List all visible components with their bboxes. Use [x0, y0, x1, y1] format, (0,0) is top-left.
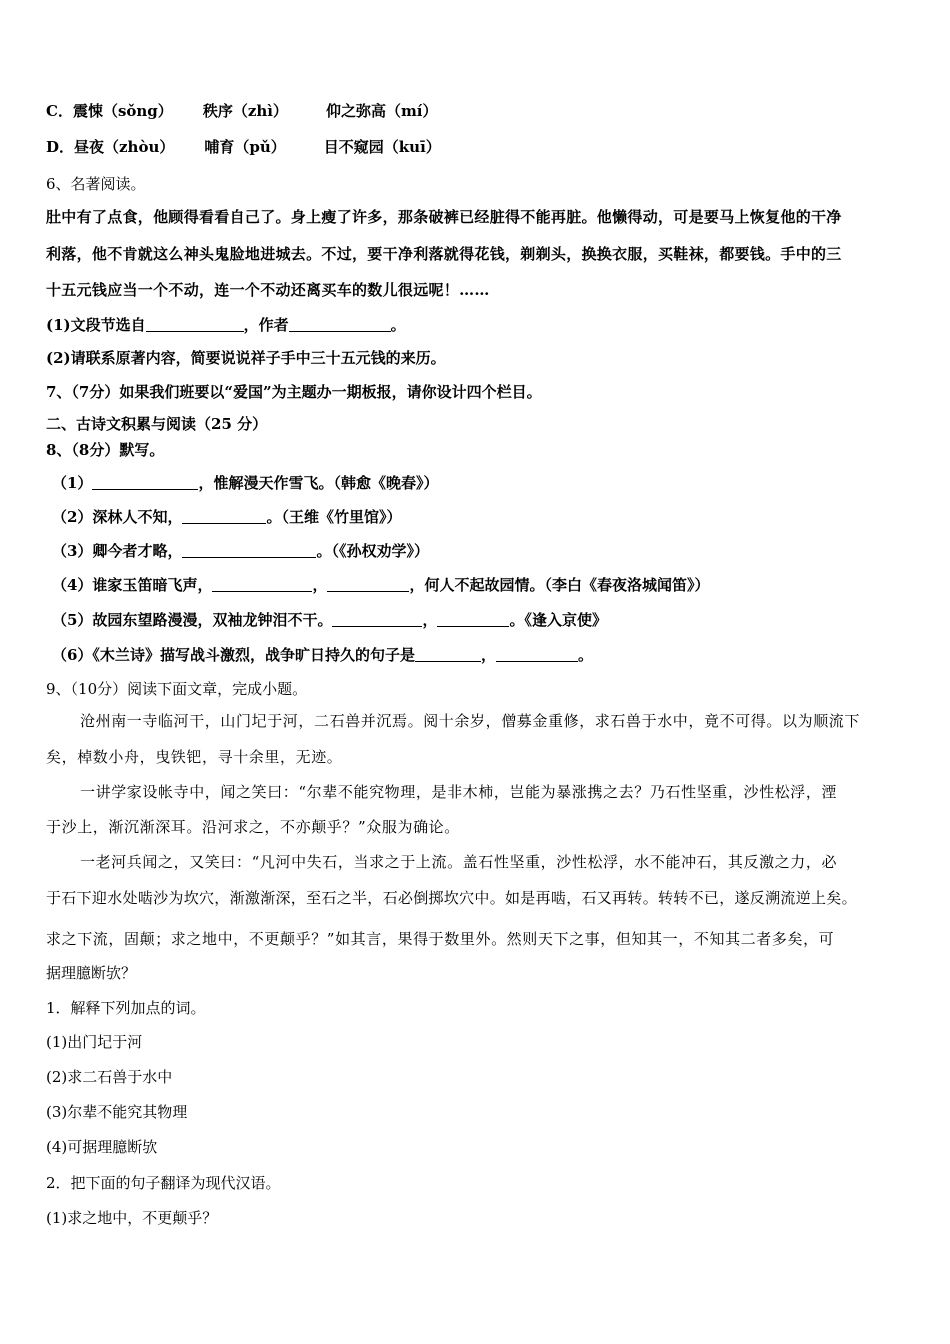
q6-passage-line-3: 十五元钱应当一个不动，连一个不动还离买车的数儿很远呢！…… — [46, 281, 490, 299]
option-d-label: D． — [46, 138, 75, 156]
q8-blank-3[interactable] — [182, 543, 316, 558]
q6-sub1-blank-author[interactable] — [289, 317, 391, 332]
q9-s1-title: 1．解释下列加点的词。 — [46, 999, 206, 1017]
q8-line-6 — [52, 645, 910, 665]
option-c-item-3: 仰之弥高（mí） — [325, 102, 438, 120]
q9-p3-line-1: 一老河兵闻之，又笑曰：“凡河中失石，当求之于上流。盖石性坚重，沙性松浮，水不能冲石，其反激之力，必 — [80, 853, 838, 871]
q8-line-5-a: （5）故园东望路漫漫，双袖龙钟泪不干。 — [52, 611, 333, 629]
option-c-item-2: 秩序（zhì） — [202, 102, 288, 120]
option-d-item-2: 哺育（pǔ） — [204, 138, 286, 156]
q9-p3-line-3: 求之下流，固颠；求之地中，不更颠乎？”如其言，果得于数里外。然则天下之事，但知其一，不知其二者多矣，可 — [46, 930, 835, 948]
q8-blank-2[interactable] — [182, 509, 266, 524]
q8-line-3-a: （3）卿今者才略， — [52, 542, 183, 560]
q9-p2-line-1: 一讲学家设帐寺中，闻之笑曰：“尔辈不能究物理，是非木柿，岂能为暴涨携之去？乃石性坚重，沙性松浮，湮 — [80, 783, 838, 801]
option-c — [46, 101, 910, 121]
q8-blank-4a[interactable] — [212, 577, 312, 592]
q8-blank-1[interactable] — [92, 475, 198, 490]
q6-passage-line-2: 利落，他不肯就这么神头鬼脸地进城去。不过，要干净利落就得花钱，剃剃头，换换衣服，买鞋袜，都要钱。手中的三 — [46, 245, 842, 263]
option-d-item-1: 昼夜（zhòu） — [74, 138, 175, 156]
q9-p3-line-4: 据理臆断欤？ — [46, 964, 137, 982]
q9-p3-line-2: 于石下迎水处啮沙为坎穴，渐激渐深，至石之半，石必倒掷坎穴中。如是再啮，石又再转。转转不已，遂反溯流逆上矣。 — [46, 889, 857, 907]
q9-p1-line-1: 沧州南一寺临河干，山门圮于河，二石兽并沉焉。阅十余岁，僧募金重修，求石兽于水中，竟不可得。以为顺流下 — [80, 712, 861, 730]
q6-sub1-text-b: ，作者 — [243, 316, 289, 334]
q9-s2-item-1: (1)求之地中，不更颠乎？ — [46, 1209, 218, 1227]
q9-p2-line-2: 于沙上，渐沉渐深耳。沿河求之，不亦颠乎？”众服为确论。 — [46, 818, 460, 836]
q8-blank-5a[interactable] — [332, 612, 422, 627]
q9-s2-title: 2．把下面的句子翻译为现代汉语。 — [46, 1174, 281, 1192]
q9-title: 9、（10分）阅读下面文章，完成小题。 — [46, 680, 308, 698]
q8-line-3 — [52, 541, 910, 561]
section-2-heading: 二、古诗文积累与阅读（25 分） — [46, 415, 268, 433]
q9-s1-item-3: (3)尔辈不能究其物理 — [46, 1103, 188, 1121]
q6-sub1 — [46, 315, 910, 335]
q6-passage-line-1: 肚中有了点食，他顾得看看自己了。身上瘦了许多，那条破裤已经脏得不能再脏。他懒得动，可是要马上恢复他的干净 — [46, 208, 842, 226]
q8-title: 8、（8分）默写。 — [46, 441, 165, 459]
q9-s1-item-1: (1)出门圮于河 — [46, 1033, 143, 1051]
q6-sub1-blank-book[interactable] — [146, 317, 244, 332]
q8-line-5-c: 。《逢入京使》 — [509, 611, 607, 629]
q6-title: 6、名著阅读。 — [46, 175, 146, 193]
q9-s1-item-4: (4)可据理臆断欤 — [46, 1138, 158, 1156]
option-d — [46, 137, 910, 157]
q8-line-2 — [52, 507, 910, 527]
q8-blank-6a[interactable] — [415, 647, 481, 662]
q8-line-6-a: （6）《木兰诗》描写战斗激烈，战争旷日持久的句子是 — [52, 646, 415, 664]
q8-line-5 — [52, 610, 910, 630]
option-d-item-3: 目不窥园（kuī） — [323, 138, 441, 156]
q8-line-6-c: 。 — [577, 646, 593, 664]
q9-s1-item-2: (2)求二石兽于水中 — [46, 1068, 173, 1086]
q6-sub1-text-a: (1)文段节选自 — [46, 316, 146, 334]
q7: 7、（7分）如果我们班要以“爱国”为主题办一期板报，请你设计四个栏目。 — [46, 383, 542, 401]
q8-line-3-b: 。（《孙权劝学》） — [316, 542, 429, 560]
q8-line-1-a: （1） — [52, 474, 93, 492]
q8-line-2-b: 。（王维《竹里馆》） — [266, 508, 402, 526]
q8-line-4-b: ， — [312, 576, 328, 594]
q6-sub2: (2)请联系原著内容，简要说说祥子手中三十五元钱的来历。 — [46, 349, 446, 367]
q9-p1-line-2: 矣，棹数小舟，曳铁钯，寻十余里，无迹。 — [46, 748, 343, 766]
q8-line-4 — [52, 575, 910, 595]
q8-line-2-a: （2）深林人不知， — [52, 508, 183, 526]
q8-line-5-b: ， — [422, 611, 438, 629]
q6-sub1-text-c: 。 — [390, 316, 406, 334]
option-c-label: C． — [46, 102, 73, 120]
q8-blank-4b[interactable] — [327, 577, 409, 592]
q8-line-1 — [52, 473, 910, 493]
option-c-item-1: 震悚（sǒng） — [72, 102, 173, 120]
q8-blank-5b[interactable] — [437, 612, 509, 627]
q8-blank-6b[interactable] — [496, 647, 578, 662]
q8-line-4-c: ，何人不起故园情。（李白《春夜洛城闻笛》） — [409, 576, 710, 594]
q8-line-1-b: ，惟解漫天作雪飞。（韩愈《晚春》） — [198, 474, 439, 492]
q8-line-6-b: ， — [480, 646, 496, 664]
q8-line-4-a: （4）谁家玉笛暗飞声， — [52, 576, 213, 594]
